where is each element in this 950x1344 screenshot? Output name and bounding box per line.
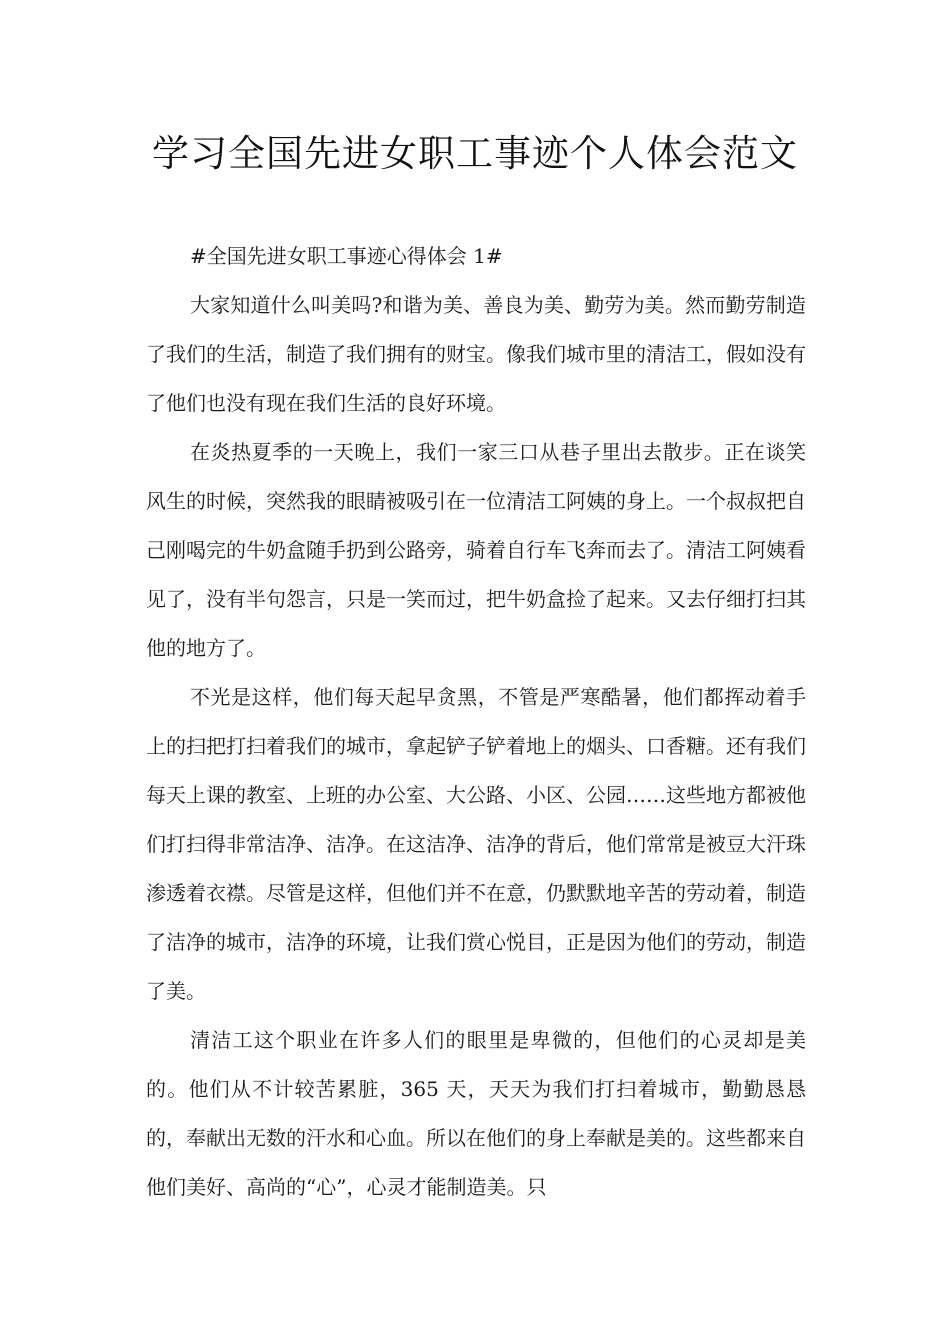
document-title: 学习全国先进女职工事迹个人体会范文 [152, 132, 798, 175]
paragraph: 清洁工这个职业在许多人们的眼里是卑微的，但他们的心灵却是美的。他们从不计较苦累脏，365 天，天天为我们打扫着城市，勤勤恳恳的，奉献出无数的汗水和心血。所以在他们的身上奉献是美的。这些都来自他们美好、高尚的“心”，心灵才能制造美。只 [146, 1028, 806, 1199]
document-body [146, 232, 806, 1212]
paragraph: 在炎热夏季的一天晚上，我们一家三口从巷子里出去散步。正在谈笑风生的时候，突然我的眼睛被吸引在一位清洁工阿姨的身上。一个叔叔把自己刚喝完的牛奶盒随手扔到公路旁，骑着自行车飞奔而去了。清洁工阿姨看见了，没有半句怨言，只是一笑而过，把牛奶盒捡了起来。又去仔细打扫其他的地方了。 [146, 440, 806, 660]
paragraph: 大家知道什么叫美吗?和谐为美、善良为美、勤劳为美。然而勤劳制造了我们的生活，制造了我们拥有的财宝。像我们城市里的清洁工，假如没有了他们也没有现在我们生活的良好环境。 [146, 293, 806, 415]
section-heading: #全国先进女职工事迹心得体会 1# [190, 244, 503, 268]
paragraph: 不光是这样，他们每天起早贪黑，不管是严寒酷暑，他们都挥动着手上的扫把打扫着我们的城市，拿起铲子铲着地上的烟头、口香糖。还有我们每天上课的教室、上班的办公室、大公路、小区、公园……这些地方都被他们打扫得非常洁净、洁净。在这洁净、洁净的背后，他们常常是被豆大汗珠渗透着衣襟。尽管是这样，但他们并不在意，仍默默地辛苦的劳动着，制造了洁净的城市，洁净的环境，让我们赏心悦目，正是因为他们的劳动，制造了美。 [146, 685, 806, 1003]
